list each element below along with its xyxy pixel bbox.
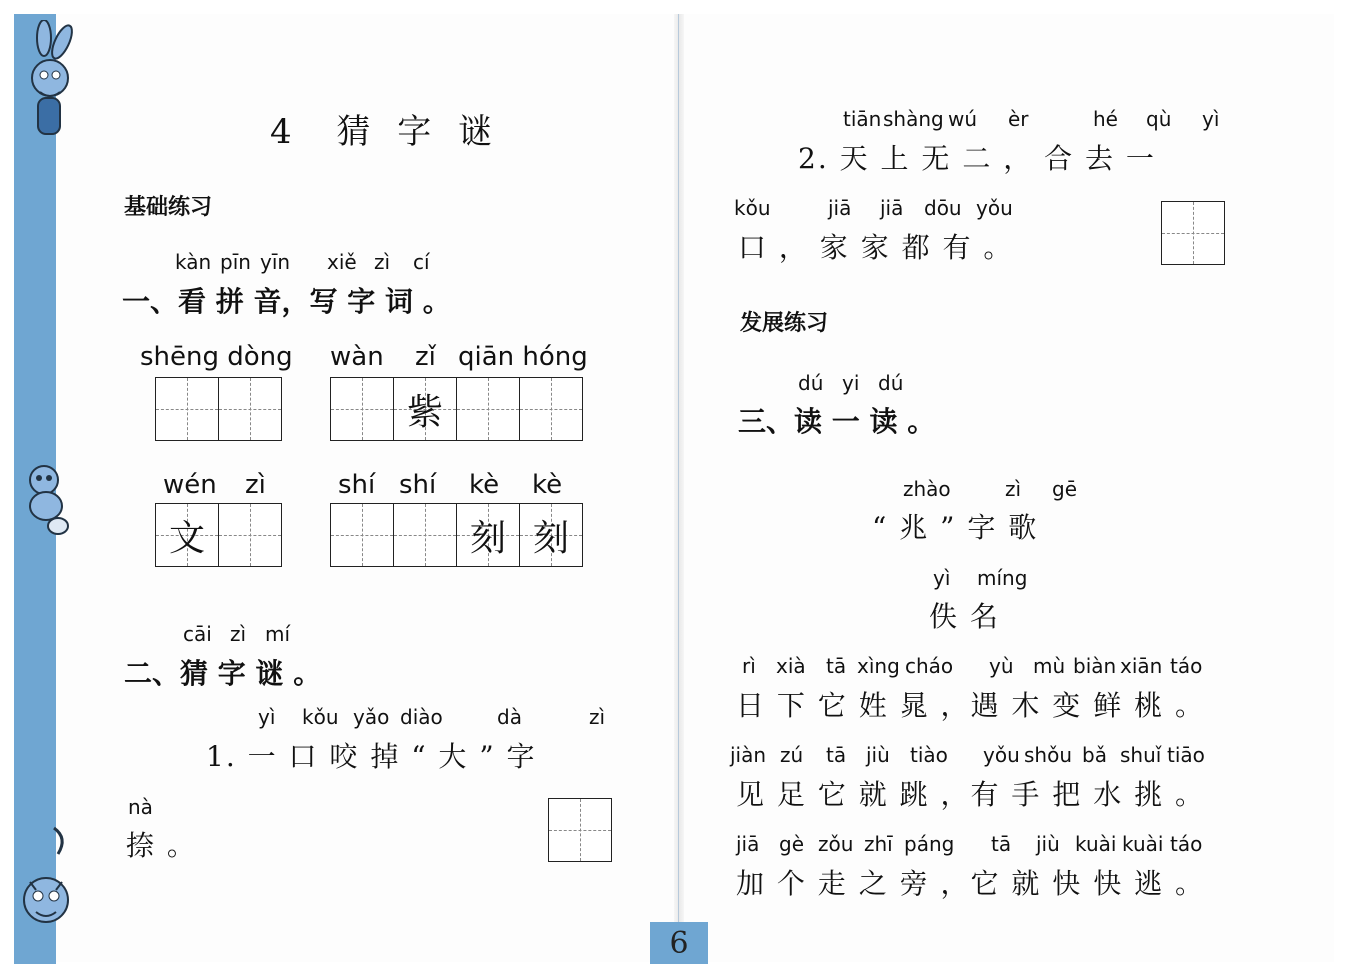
pinyin: zì: [230, 622, 247, 646]
pinyin: kàn: [175, 250, 212, 274]
development-practice-heading: 发展练习: [740, 311, 829, 336]
writing-grid-word4[interactable]: [330, 503, 583, 567]
answer-box-riddle1[interactable]: [548, 798, 612, 862]
pinyin: táo: [1170, 654, 1203, 678]
section1-instruction: 一、看 拼 音，写 字 词 。: [122, 285, 451, 318]
page-number: [650, 922, 708, 964]
word2-pinyin-c: qiān hóng: [458, 342, 588, 372]
word3-pinyin-b: zì: [245, 470, 266, 500]
pinyin: cháo: [905, 654, 954, 678]
pinyin: yīn: [260, 250, 291, 274]
pinyin: tā: [826, 654, 847, 678]
grid-cell[interactable]: [457, 378, 520, 440]
grid-cell-filled: [156, 504, 219, 566]
grid-cell[interactable]: [1162, 202, 1224, 264]
writing-grid-word3[interactable]: [155, 503, 282, 567]
pinyin: jiù: [1036, 832, 1060, 856]
pinyin: qù: [1146, 107, 1172, 131]
grid-cell[interactable]: [331, 504, 394, 566]
pinyin: yǒu: [976, 196, 1013, 220]
writing-grid-word2[interactable]: [330, 377, 583, 441]
grid-cell[interactable]: [331, 378, 394, 440]
pinyin: bǎ: [1082, 743, 1107, 767]
pinyin: jiàn: [730, 743, 767, 767]
word2-pinyin-b: zǐ: [415, 342, 436, 372]
pinyin: kuài: [1122, 832, 1164, 856]
answer-box-riddle2[interactable]: [1161, 201, 1225, 265]
pinyin: xià: [776, 654, 806, 678]
pinyin: yì: [933, 566, 951, 590]
pinyin: jiā: [880, 196, 904, 220]
pinyin: gē: [1052, 477, 1077, 501]
grid-cell-filled: [520, 504, 582, 566]
pinyin: shǒu: [1024, 743, 1073, 767]
pinyin: tiāo: [1167, 743, 1205, 767]
pinyin: gè: [779, 832, 804, 856]
riddle1-end-pinyin: nà: [128, 795, 153, 819]
pinyin: èr: [1008, 107, 1029, 131]
grid-cell[interactable]: [219, 504, 281, 566]
grid-cell-filled: [394, 378, 457, 440]
riddle2-text-line2: 口 ， 家 家 都 有 。: [738, 231, 1014, 264]
pinyin: tā: [826, 743, 847, 767]
pinyin: zì: [1005, 477, 1022, 501]
pinyin: míng: [977, 566, 1028, 590]
riddle1-end-text: 捺 。: [126, 829, 197, 862]
gutter-line: [678, 14, 679, 962]
pinyin: pīn: [220, 250, 251, 274]
pinyin: xiān: [1120, 654, 1163, 678]
pinyin: zhào: [903, 477, 951, 501]
pinyin: yì: [1202, 107, 1220, 131]
word4-pinyin: kè: [469, 470, 500, 500]
word3-pinyin-a: wén: [163, 470, 217, 500]
poem-author: 佚 名: [929, 600, 1000, 633]
pinyin: dōu: [924, 196, 962, 220]
tiger-cartoon-icon: [14, 820, 78, 950]
page-number-text: 6: [669, 925, 689, 961]
pinyin: mí: [265, 622, 291, 646]
section3-instruction: 三、读 一 读 。: [738, 405, 936, 438]
pinyin: zhī: [864, 832, 893, 856]
pinyin: xiě: [327, 250, 357, 274]
lesson-title-text: 猜 字 谜: [336, 112, 501, 152]
pinyin: xìng: [857, 654, 900, 678]
pinyin: shuǐ: [1120, 743, 1162, 767]
book-gutter: [674, 14, 684, 962]
pinyin: dà: [497, 705, 522, 729]
word4-pinyin: shí: [399, 470, 437, 500]
riddle1-text: 1. 一 口 咬 掉 “ 大 ” 字: [206, 740, 537, 773]
pinyin: cāi: [183, 622, 212, 646]
word4-pinyin: shí: [338, 470, 376, 500]
pinyin: yǒu: [983, 743, 1020, 767]
poem-line-3: 加 个 走 之 旁 ，它 就 快 快 逃 。: [736, 867, 1206, 900]
grid-character: 紫: [406, 391, 443, 433]
section2-instruction: 二、猜 字 谜 。: [124, 657, 322, 690]
pinyin: kǒu: [302, 705, 339, 729]
pinyin: tā: [991, 832, 1012, 856]
poem-title: “ 兆 ” 字 歌: [872, 511, 1039, 544]
pinyin: yǎo: [353, 705, 390, 729]
pinyin: tiān: [843, 107, 882, 131]
pinyin: cí: [413, 250, 430, 274]
basic-practice-heading: 基础练习: [124, 195, 213, 220]
pinyin: mù: [1033, 654, 1066, 678]
grid-character: 文: [168, 517, 205, 559]
pinyin: tiào: [910, 743, 948, 767]
grid-cell[interactable]: [394, 504, 457, 566]
lesson-number: 4: [270, 112, 300, 152]
grid-cell[interactable]: [549, 799, 611, 861]
pinyin: kuài: [1075, 832, 1117, 856]
poem-line-1: 日 下 它 姓 晁 ，遇 木 变 鲜 桃 。: [736, 689, 1206, 722]
pinyin: zú: [780, 743, 804, 767]
word4-pinyin: kè: [532, 470, 563, 500]
riddle2-text-line1: 2. 天 上 无 二 ， 合 去 一: [798, 142, 1156, 175]
pinyin: dú: [878, 371, 904, 395]
pinyin: jiā: [828, 196, 852, 220]
writing-grid-word1[interactable]: [155, 377, 282, 441]
pinyin: diào: [400, 705, 443, 729]
pinyin: kǒu: [734, 196, 771, 220]
pinyin: zì: [589, 705, 606, 729]
pinyin: páng: [904, 832, 955, 856]
grid-cell[interactable]: [219, 378, 281, 440]
poem-line-2: 见 足 它 就 跳 ，有 手 把 水 挑 。: [736, 778, 1206, 811]
rabbit-cartoon-icon: [14, 20, 76, 140]
pinyin: dú: [798, 371, 824, 395]
pinyin: táo: [1170, 832, 1203, 856]
word2-pinyin-a: wàn: [330, 342, 384, 372]
pinyin: zǒu: [818, 832, 854, 856]
pinyin: jiù: [866, 743, 890, 767]
pinyin: yi: [842, 371, 860, 395]
raccoon-cartoon-icon: [14, 458, 76, 538]
pinyin: rì: [742, 654, 756, 678]
grid-character: 刻: [532, 517, 569, 559]
grid-cell[interactable]: [156, 378, 219, 440]
pinyin: yì: [258, 705, 276, 729]
grid-cell-filled: [457, 504, 520, 566]
pinyin: shàng: [883, 107, 944, 131]
grid-character: 刻: [469, 517, 506, 559]
lesson-title: [270, 104, 500, 153]
grid-cell[interactable]: [520, 378, 582, 440]
pinyin: yù: [989, 654, 1014, 678]
word1-pinyin: shēng dòng: [140, 342, 293, 372]
pinyin: jiā: [736, 832, 760, 856]
pinyin: biàn: [1073, 654, 1117, 678]
pinyin: hé: [1093, 107, 1118, 131]
pinyin: zì: [374, 250, 391, 274]
pinyin: wú: [948, 107, 978, 131]
